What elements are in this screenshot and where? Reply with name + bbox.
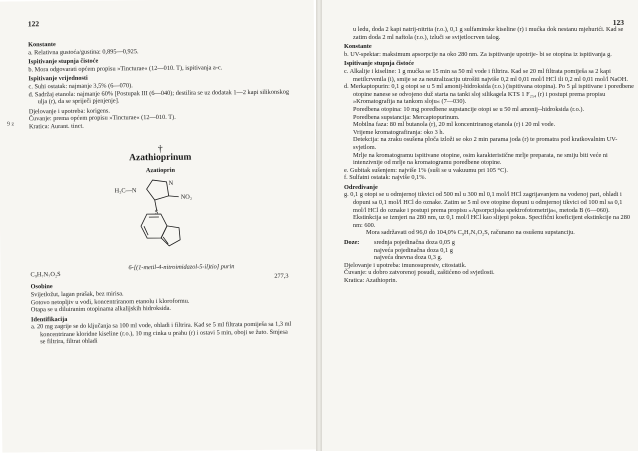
- monograph-title: Azathioprinum: [29, 154, 291, 164]
- dose-line: srednja pojedinačna doza 0,05 g: [374, 239, 455, 247]
- use-line: Djelovanje i upotreba: imunosupresiv, citostatik.: [344, 262, 634, 270]
- purity-d-detail: Poredbena otopina: 10 mg poredbene supstancije otopi se u 50 ml amonij--hidroksida (r.o.).: [344, 106, 634, 114]
- purity-d-detail: Mrlje na kromatogramu ispitivane otopine, osim karakteristične mrlje preparata, ne smiju biti veće ni intenzivnije od mrlje na kromatogramu poredbene otopine.: [344, 152, 634, 167]
- structure-label-h3c: H₃C—N: [115, 188, 137, 195]
- assay-item-g: g. 0,1 g otopi se u odmjernoj tikvici od 500 ml u 300 ml 0,1 mol/l HCl zagrijavanjem na vodenoj pari, ohladi i dopuni sa 0,1 mol/l HCl do oznake. Zatim se 5 ml ove otopine dopuni u odmjernoj tikvici od 100 ml sa 0,1 mol/l HCl do oznake i postupi prema propisu »Apsorpcijska spektrofotometrija«, metoda B (6—060).: [344, 191, 634, 214]
- chemical-name: 6-[(1-metil-4-nitroimidazol-5-il)tio] purin: [128, 264, 234, 273]
- assay-requirement: Mora sadržavati od 96,0 do 104,0% C₉H₇N₇O₂S, računano na osušenu supstanciju.: [344, 229, 634, 237]
- right-page: [322, 0, 638, 451]
- purity-item-f: f. Sulfatni ostatak: najviše 0,1%.: [344, 174, 634, 182]
- section-heading-value: Ispitivanje vrijednosti: [28, 73, 290, 83]
- purity-item-e: e. Gubitak sušenjem: najviše 1% (suši se u vakuumu pri 105 °C).: [344, 167, 634, 175]
- section-heading-konstante: Konstante: [28, 39, 290, 49]
- dose-block: [344, 239, 634, 262]
- dose-label: Doze:: [344, 239, 374, 262]
- osobine-line: Gotovo netopljiv u vodi, koncentriranom etanolu i kloroformu.: [31, 296, 293, 306]
- dose-line: najveća pojedinačna doza 0,1 g: [374, 247, 455, 255]
- margin-note: 9 z: [7, 122, 14, 128]
- section-heading-purity: Ispitivanje stupnja čistoće: [344, 60, 634, 68]
- purity-d-detail: Detekcija: na zraku osušena ploča izloži se oko 2 min parama joda (r) te promatra pod kratkovalnim UV-svjetlom.: [344, 136, 634, 151]
- storage-line: Čuvanje: u dobro zatvorenoj posudi, zaštićeno od svjetlosti.: [344, 269, 634, 277]
- value-item-c: c. Suhi ostatak: najmanje 3,5% (6—070).: [29, 81, 291, 91]
- purity-d-detail: Mobilna faza: 80 ml butanola (r), 20 ml koncentriranog etanola (r) i 20 ml vode.: [344, 121, 634, 129]
- identification-item-a: a. 20 mg zagrije se do ključanja sa 100 ml vode, ohladi i filtrira. Kad se 5 ml filtrata pomiješa sa 1,3 ml koncentrirane kloridne kiseline (r.o.), 10 mg cinka u prahu (r) i ostavi 5 min, oboji se žuto. Smjesa se filtrira, filtrat ohladi: [31, 321, 293, 347]
- section-heading-purity: Ispitivanje stupnja čistoće: [28, 56, 290, 66]
- abbreviation-line: Kratica: Aurant. tinct.: [29, 121, 291, 131]
- azathioprine-structure-diagram: [100, 176, 221, 263]
- page-number: 122: [28, 19, 39, 28]
- page-number: 123: [613, 18, 624, 27]
- konstante-item-b: b. UV-spektar: maksimum apsorpcije na oko 280 nm. Za ispitivanje upotrije- bi se otopina iz ispitivanja g.: [344, 51, 634, 59]
- purity-item-d: d. Merkaptopurin: 0,1 g otopi se u 5 ml amonij-hidroksida (r.o.) (ispitivana otopina). Po 5 µl ispitivane i poredbene otopine nanese se odvojeno duž starta na tanki sloj silikagela KTS 1 F₂₅₄ (r) i postupi prema propisu »Kromatografija na tankom sloju« (7—030).: [344, 83, 634, 106]
- purity-d-detail: Vrijeme kromatografiranja: oko 3 h.: [344, 129, 634, 137]
- section-heading-osobine: Osobine: [31, 281, 293, 291]
- value-item-d: d. Sadržaj etanola: najmanje 60% [Postupak III (6—040); destilira se uz dodatak 1—2 kapi silikonskog ulja (r), da se spriječi pjenjenje].: [29, 88, 291, 106]
- section-heading-odredivanje: Određivanje: [344, 184, 634, 192]
- storage-line: Čuvanje: prema općem propisu »Tincturae« (12—010. T).: [29, 113, 291, 123]
- right-page-content: [344, 26, 634, 285]
- section-heading-identifikacija: Identifikacija: [31, 313, 293, 323]
- konstante-item-a: a. Relativna gustoća/gustina: 0,895—0,925.: [28, 46, 290, 56]
- structure-bonds: [141, 180, 181, 246]
- use-line: Djelovanje i upotreba: korigens.: [29, 105, 291, 115]
- purity-d-detail: Poredbena supstancija: Mercaptopurinum.: [344, 114, 634, 122]
- purity-item-c: c. Alkalije i kiseline: 1 g mućka se 15 min sa 50 ml vode i filtrira. Kad se 20 ml filtrata pomiješa sa 2 kapi metilcrvenila (i), smije se za neutralizaciju utrošiti najviše 0,2 ml 0,01 mol/l HCl ili 0,2 ml 0,01 mol/l NaOH.: [344, 68, 634, 83]
- molecular-weight: 277,3: [274, 273, 288, 281]
- left-page-content: [28, 39, 293, 347]
- formula-row: [30, 263, 292, 284]
- left-page: [0, 0, 318, 453]
- monograph-subtitle: Azatioprin: [29, 165, 291, 175]
- cross-symbol: †: [29, 144, 291, 154]
- section-heading-konstante: Konstante: [344, 43, 634, 51]
- abbreviation-line: Kratica: Azathioprin.: [344, 277, 634, 285]
- structure-label-no2: NO₂: [181, 194, 192, 201]
- osobine-line: Otapa se u diluiranim otopinama alkalijskih hidroksida.: [31, 304, 293, 314]
- assay-detail: Ekstinkcija se izmjeri na 280 nm, uz 0,1 mol/l HCl kao slijepi pokus. Specifični koeficijent ekstinkcije na 280 nm: 600.: [344, 214, 634, 229]
- purity-item-b: b. Mora odgovarati općem propisu »Tincturae« (12—010. T), ispitivanja a-c.: [28, 63, 290, 73]
- dose-list: [374, 239, 455, 262]
- molecular-formula: C₉H₇N₇O₂S: [30, 271, 60, 279]
- structure-label-s: S: [155, 209, 159, 216]
- structure-label-n: N: [169, 180, 174, 187]
- osobine-line: Svijetložut, lagan prašak, bez mirisa.: [31, 288, 293, 298]
- dose-line: najveća dnevna doza 0,3 g.: [374, 254, 455, 262]
- continued-text: u ledu, doda 2 kapi natrij-nitrita (r.o.), 0,1 g sulfaminske kiseline (r) i mućka dok nestanu mjehurići. Kad se zatim doda 2 ml naftola (r.o.), izluči se svijetlocrven talog.: [344, 26, 634, 41]
